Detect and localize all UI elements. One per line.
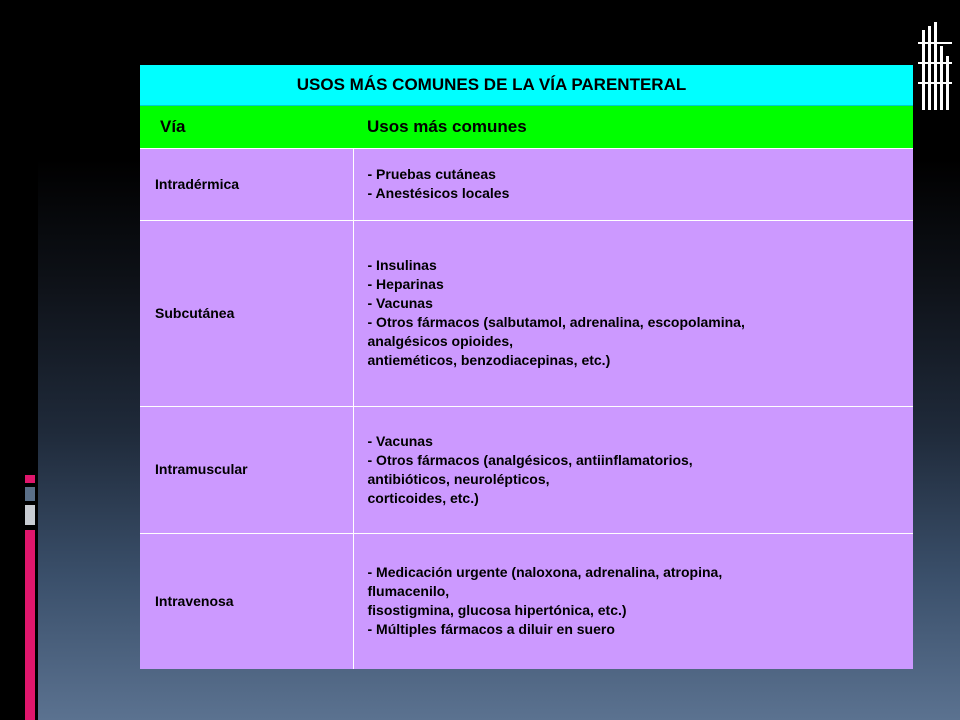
parenteral-uses-table — [140, 65, 913, 669]
row-via: Subcutánea — [140, 220, 353, 406]
row-uses — [353, 148, 913, 220]
use-line: analgésicos opioides, — [367, 333, 513, 349]
table-row — [140, 406, 913, 533]
row-uses — [353, 406, 913, 533]
use-line: antibióticos, neurolépticos, — [367, 470, 550, 487]
use-line: flumacenilo, — [367, 583, 450, 600]
table-title-row — [140, 65, 913, 105]
row-uses — [353, 220, 913, 406]
use-line: - Insulinas — [367, 257, 437, 273]
row-uses — [353, 533, 913, 669]
header-via: Vía — [140, 105, 353, 148]
table-row — [140, 148, 913, 220]
use-line: - Pruebas cutáneas — [367, 166, 496, 182]
side-marks — [0, 470, 38, 720]
table-row — [140, 533, 913, 669]
use-line: - Otros fármacos (salbutamol, adrenalina, escopolamina, — [367, 314, 745, 330]
use-line: antieméticos, benzodiacepinas, etc.) — [367, 352, 611, 368]
header-uses: Usos más comunes — [353, 105, 913, 148]
use-line: - Vacunas — [367, 432, 433, 449]
table-title: USOS MÁS COMUNES DE LA VÍA PARENTERAL — [140, 65, 913, 105]
use-line: fisostigmina, glucosa hipertónica, etc.) — [367, 602, 627, 619]
row-via: Intravenosa — [140, 533, 353, 669]
use-line: - Vacunas — [367, 295, 433, 311]
row-via: Intradérmica — [140, 148, 353, 220]
use-line: - Heparinas — [367, 276, 444, 292]
table-header-row — [140, 105, 913, 148]
use-line: corticoides, etc.) — [367, 489, 479, 506]
use-line: - Medicación urgente (naloxona, adrenalina, atropina, — [367, 564, 723, 581]
use-line: - Múltiples fármacos a diluir en suero — [367, 621, 615, 638]
use-line: - Otros fármacos (analgésicos, antiinflamatorios, — [367, 451, 693, 468]
use-line: - Anestésicos locales — [367, 185, 510, 201]
corner-decoration — [918, 22, 952, 110]
row-via: Intramuscular — [140, 406, 353, 533]
table-row — [140, 220, 913, 406]
